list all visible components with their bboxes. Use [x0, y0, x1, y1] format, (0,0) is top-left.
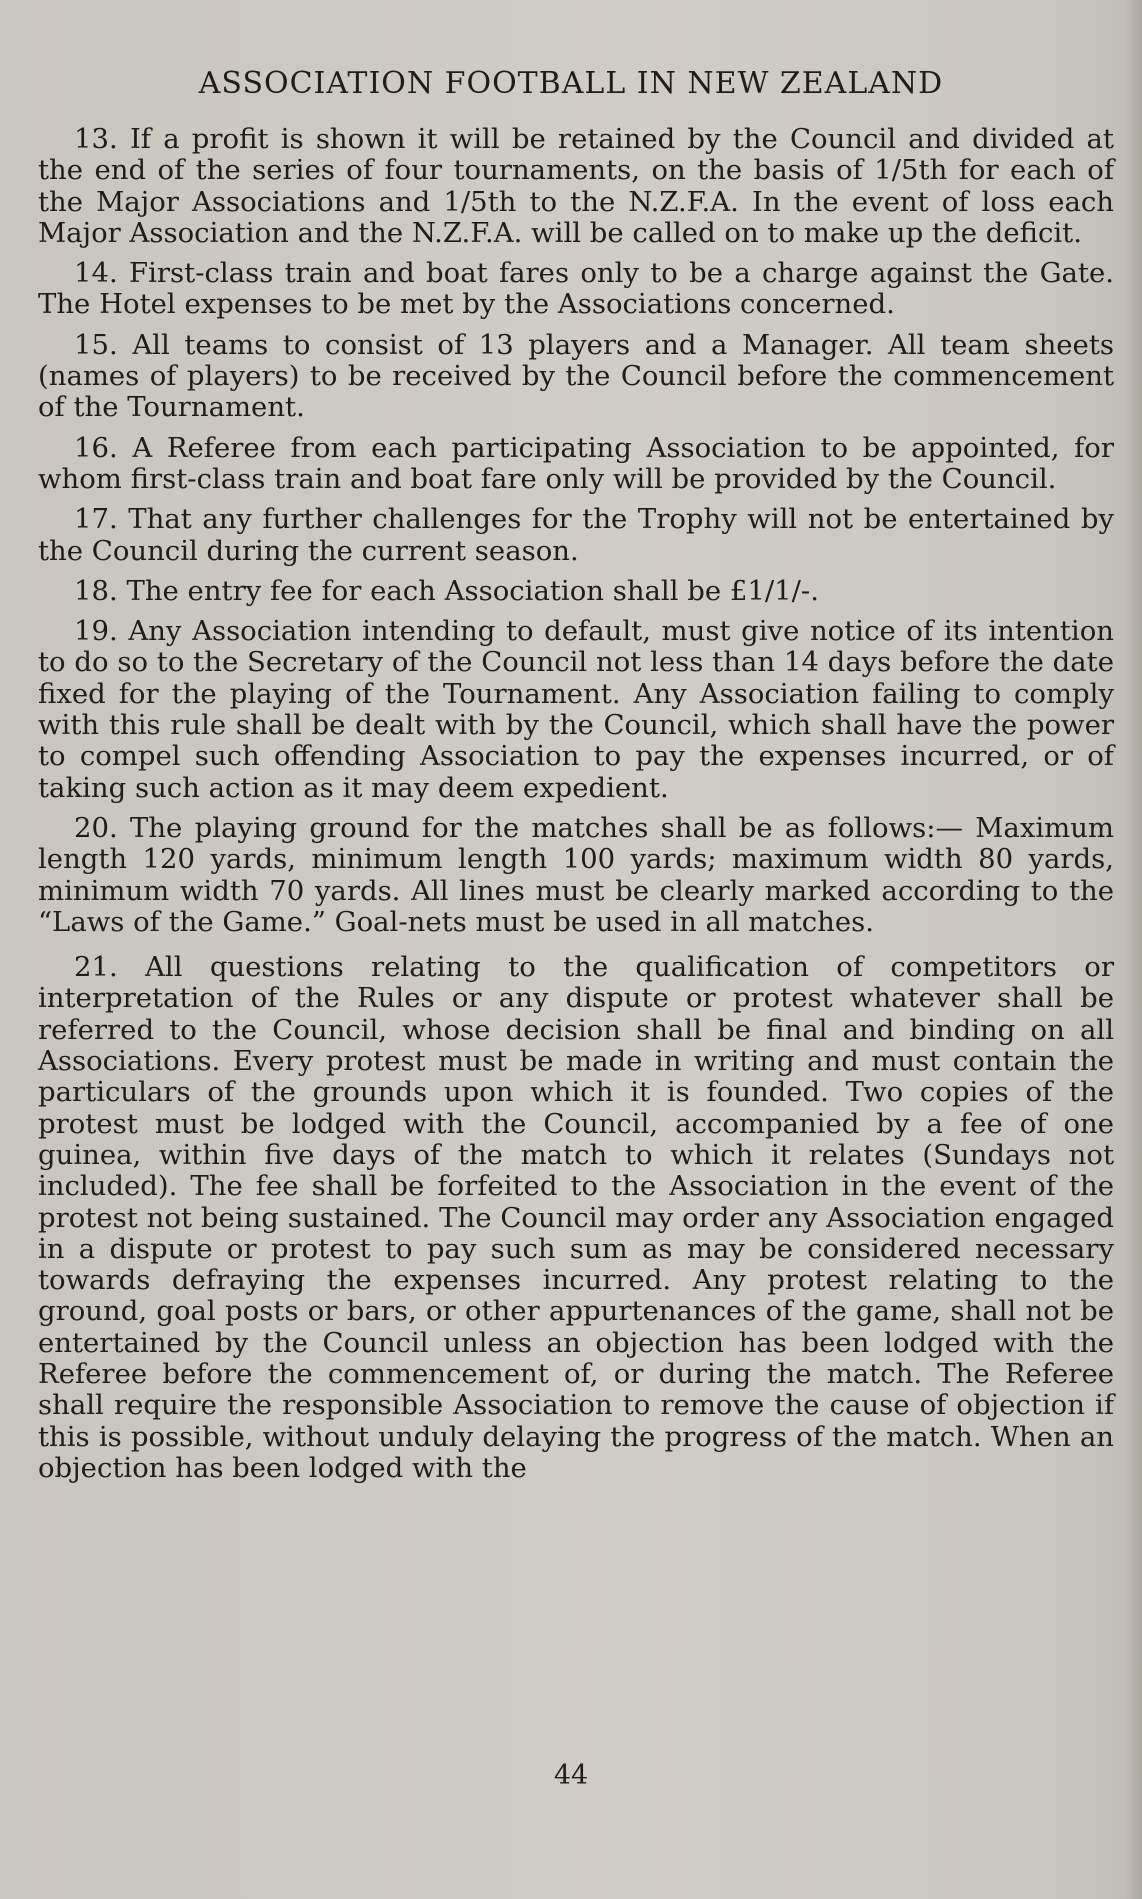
- running-header: ASSOCIATION FOOTBALL IN NEW ZEALAND: [198, 66, 944, 101]
- page-number: 44: [553, 1760, 589, 1791]
- rule-15: 15. All teams to consist of 13 players and a Manager. All team sheets (names of players) to be received by the Council before the commencement of the Tournament.: [38, 328, 1114, 424]
- rule-18: 18. The entry fee for each Association shall be £1/1/-.: [74, 574, 819, 607]
- rule-17: 17. That any further challenges for the Trophy will not be entertained by the Council during the current season.: [38, 503, 1114, 567]
- rule-20: 20. The playing ground for the matches shall be as follows:— Maximum length 120 yards, minimum length 100 yards; maximum width 80 yards, minimum width 70 yards. All lines must be clearly marked according to the “Laws of the Game.” Goal-nets must be used in all matches.: [38, 811, 1114, 938]
- rule-19: 19. Any Association intending to default, must give notice of its intention to do so to the Secretary of the Council not less than 14 days before the date fixed for the playing of the Tournament. Any Association failing to comply with this rule shall be dealt with by the Council, which shall have the power to compel such offending Association to pay the expenses incurred, or of taking such action as it may deem expedient.: [38, 615, 1114, 804]
- rule-13: 13. If a profit is shown it will be retained by the Council and divided at the end of the series of four tournaments, on the basis of 1/5th for each of the Major Associations and 1/5th to the N.Z.F.A. In the event of loss each Major Association and the N.Z.F.A. will be called on to make up the deficit.: [38, 123, 1114, 249]
- page-edge-shadow: [1124, 0, 1142, 1899]
- page-body: [38, 124, 1114, 1493]
- rule-16: 16. A Referee from each participating Association to be appointed, for whom first-class train and boat fare only will be provided by the Council.: [38, 431, 1114, 495]
- rule-14: 14. First-class train and boat fares only to be a charge against the Gate. The Hotel expenses to be met by the Associations concerned.: [38, 257, 1114, 321]
- rule-21: 21. All questions relating to the qualification of competitors or interpretation of the Rules or any dispute or protest whatever shall be referred to the Council, whose decision shall be final and binding on all Associations. Every protest must be made in writing and must contain the particulars of the grounds upon which it is founded. Two copies of the protest must be lodged with the Council, accompanied by a fee of one guinea, within five days of the match to which it relates (Sundays not included). The fee shall be forfeited to the Association in the event of the protest not being sustained. The Council may order any Association engaged in a dispute or protest to pay such sum as may be considered necessary towards defraying the expenses incurred. Any protest relating to the ground, goal posts or bars, or other appurtenances of the game, shall not be entertained by the Council unless an objection has been lodged with the Referee before the commencement of, or during the match. The Referee shall require the responsible Association to remove the cause of objection if this is possible, without unduly delaying the progress of the match. When an objection has been lodged with the: [38, 951, 1114, 1484]
